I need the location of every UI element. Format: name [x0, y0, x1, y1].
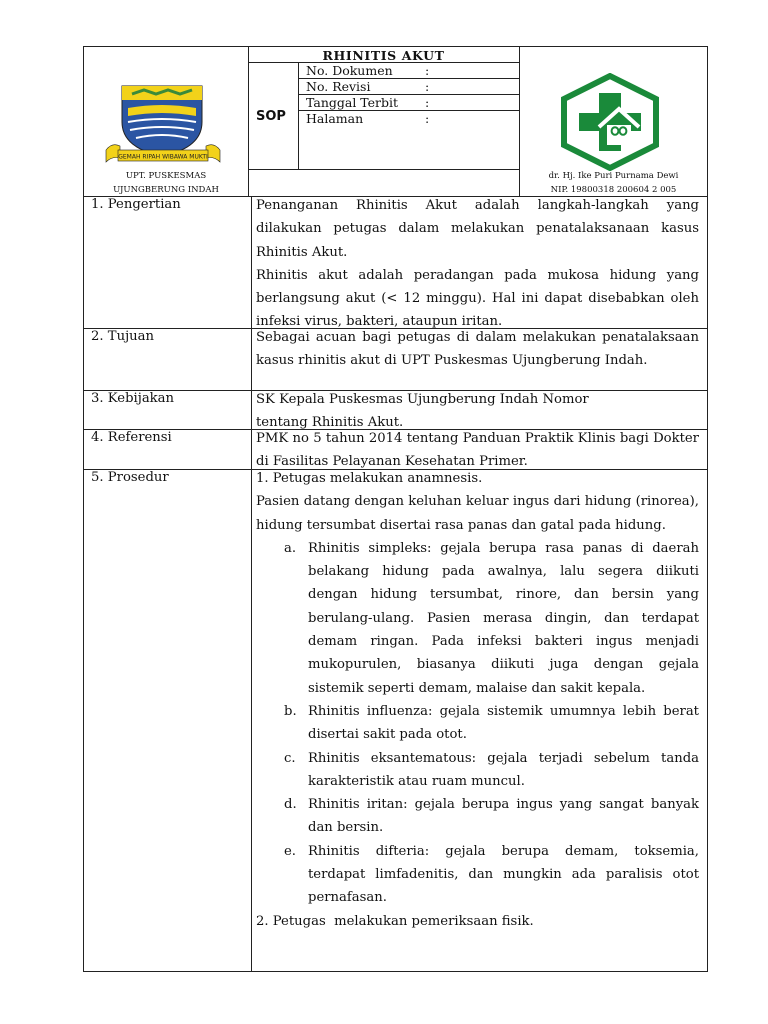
section-label-kebijakan: 3. Kebijakan [91, 391, 175, 406]
puskesmas-logo [559, 73, 661, 171]
crest-motto: GEMAH RIPAH WIBAWA MUKTI [118, 153, 208, 161]
field-no-dokumen: No. Dokumen [306, 63, 393, 78]
section-label-tujuan: 2. Tujuan [91, 329, 155, 344]
header-divider-right [519, 46, 520, 196]
table-border-top [83, 46, 708, 47]
field-tanggal-terbit: Tanggal Terbit [306, 95, 399, 110]
list-item: b. Rhinitis influenza: gejala sistemik umumnya lebih berat disertai sakit pada otot. [284, 703, 699, 743]
head-nip: NIP. 19800318 200604 2 005 [550, 185, 677, 195]
document-title: RHINITIS AKUT [322, 48, 445, 63]
paragraph: PMK no 5 tahun 2014 tentang Panduan Praktik Klinis bagi Dokter di Fasilitas Pelayanan Kesehatan Primer. [256, 431, 699, 470]
field-no-revisi: No. Revisi [306, 79, 371, 94]
procedure-intro: Pasien datang dengan keluhan keluar ingus dari hidung (rinorea), hidung tersumbat disertai rasa panas dan gatal pada hidung. [256, 494, 699, 533]
section-label-pengertian: 1. Pengertian [91, 197, 181, 212]
list-item: e. Rhinitis difteria: gejala berupa demam, toksemia, terdapat limfadenitis, dan mungkin ada paralisis otot pernafasan. [284, 843, 699, 906]
field-halaman: Halaman [306, 111, 364, 126]
paragraph: Penanganan Rhinitis Akut adalah langkah-langkah yang dilakukan petugas dalam melakukan penatalaksanaan kasus Rhinitis Akut. [256, 198, 699, 260]
paragraph: Sebagai acuan bagi petugas di dalam melakukan penatalaksaan kasus rhinitis akut di UPT Puskesmas Ujungberung Indah. [256, 330, 699, 369]
text-line: tentang Rhinitis Akut. [256, 415, 404, 431]
section-body-prosedur [256, 467, 699, 933]
section-body-pengertian [256, 194, 699, 334]
list-item: d. Rhinitis iritan: gejala berupa ingus yang sangat banyak dan bersin. [284, 797, 699, 836]
list-item: c. Rhinitis eksantematous: gejala terjadi sebelum tanda karakteristik atau ruam muncul. [284, 750, 699, 789]
org-name-line2: UJUNGBERUNG INDAH [113, 185, 219, 195]
bandung-crest-logo [98, 82, 228, 166]
org-name-line1: UPT. PUSKESMAS [125, 171, 207, 181]
head-name: dr. Hj. Ike Puri Purnama Dewi [548, 171, 679, 181]
procedure-step-2: 2. Petugas melakukan pemeriksaan fisik. [256, 913, 534, 929]
symptom-list [256, 537, 699, 910]
text-line: SK Kepala Puskesmas Ujungberung Indah Nomor [256, 392, 589, 407]
paragraph: Rhinitis akut adalah peradangan pada mukosa hidung yang berlangsung akut (< 12 minggu). Hal ini dapat disebabkan oleh infeksi virus, bakteri, ataupun iritan. [256, 267, 699, 330]
table-border-bottom [83, 971, 708, 972]
section-label-referensi: 4. Referensi [91, 430, 172, 445]
header-sop-bottom [248, 169, 519, 170]
procedure-step-1: 1. Petugas melakukan anamnesis. [256, 471, 483, 486]
list-item: a. Rhinitis simpleks: gejala berupa rasa panas di daerah belakang hidung pada awalnya, lalu segera diikuti dengan hidung tersumbat, rinore, dan bersin yang berulang-ulang. Pasien merasa dingin, dan terdapat demam ringan. Pada infeksi bakteri ingus menjadi mukopurulen, biasanya diikuti juga dengan gejala sistemik seperti demam, malaise dan sakit kepala. [284, 540, 699, 696]
sop-label: SOP [256, 109, 286, 124]
section-label-prosedur: 5. Prosedur [91, 470, 169, 485]
section-body-tujuan [256, 326, 699, 373]
table-border-right [707, 46, 708, 972]
body-column-divider [251, 196, 252, 972]
